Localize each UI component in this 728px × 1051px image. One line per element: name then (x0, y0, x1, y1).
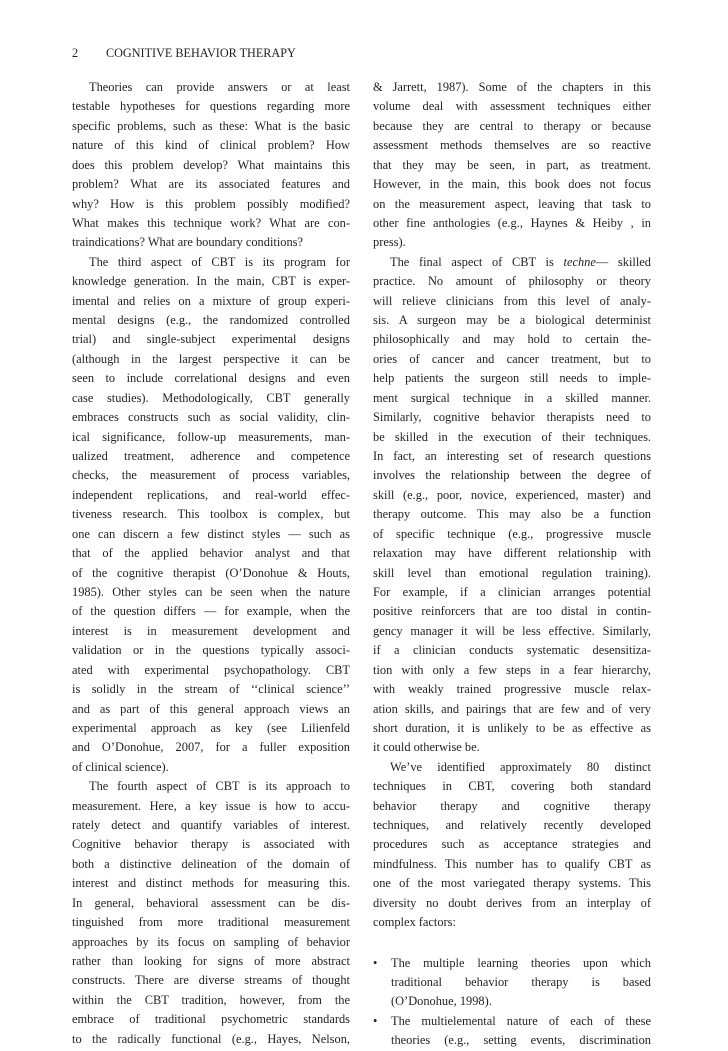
text-line: In general, behavioral assessment can be dis- (72, 895, 350, 910)
text-line: mindfulness. This number has to qualify CBT as (373, 856, 651, 871)
text-line (373, 253, 651, 272)
text-line: Cognitive behavior therapy is associated with (72, 837, 350, 852)
page-number: 2 (72, 46, 79, 60)
text-line: rately detect and quantify variables of interest. (72, 818, 350, 833)
text-line: diversity no doubt derives from an interplay of (373, 895, 651, 910)
text-line: on the measurement aspect, leaving that task to (373, 196, 651, 211)
text-line: We’ve identified approximately 80 distinct (390, 759, 651, 774)
text-line: and as part of this general approach views an (72, 701, 350, 716)
text-line: and O’Donohue, 2007, for a fuller exposition (72, 740, 350, 755)
text-line: The fourth aspect of CBT is its approach to (89, 779, 350, 794)
bullet-item (373, 954, 651, 973)
text-line: of the cognitive therapist (O’Donohue & Houts, (72, 565, 350, 580)
text-line: be skilled in the execution of their techniques. (373, 429, 651, 444)
text-line: that of the applied behavior analyst and that (72, 546, 350, 561)
text-line: nature of this kind of clinical problem? How (72, 138, 350, 153)
bullet-icon: • (373, 955, 378, 970)
text-line: of clinical science). (72, 759, 169, 774)
running-header (72, 45, 662, 61)
right-column (373, 78, 651, 1051)
text-line: does this problem develop? What maintains this (72, 157, 350, 172)
text-line: 1985). Other styles can be seen when the nature (72, 584, 350, 599)
text-line: independent replications, and real-world effec- (72, 487, 350, 502)
text-line: therapy outcome. This may also be a function (373, 507, 651, 522)
text-line: imental and relies on a mixture of group experi- (72, 293, 350, 308)
text-line: of the question differs — for example, when the (72, 604, 350, 619)
text-line: involves the relationship between the degree of (373, 468, 651, 483)
text-line: is solidly in the stream of ‘‘clinical science’’ (72, 682, 350, 697)
emphasis-techne: techne (563, 254, 596, 269)
text-line: tiveness research. This toolbox is complex, but (72, 507, 350, 522)
text-line: assessment methods themselves are so reactive (373, 138, 651, 153)
text-line: For example, if a clinician arranges potential (373, 584, 651, 599)
text-line: mental designs (e.g., the randomized controlled (72, 313, 350, 328)
text-line: tinguished from more traditional measurement (72, 915, 350, 930)
text-segment: — skilled (595, 254, 651, 269)
text-line: complex factors: (373, 915, 456, 930)
text-line: why? How is this problem possibly modified? (72, 196, 350, 211)
text-line: sis. A surgeon may be a biological determinist (373, 313, 651, 328)
text-line: What makes this technique work? What are con- (72, 215, 350, 230)
text-line: case studies). Methodologically, CBT generally (72, 390, 350, 405)
text-line: volume deal with assessment techniques either (373, 99, 651, 114)
text-line: specific problems, such as these: What is the basic (72, 118, 350, 133)
text-line: problem? What are its associated features and (72, 177, 350, 192)
text-line: seen to include correlational designs and even (72, 371, 350, 386)
text-line: both a distinctive delineation of the domain of (72, 856, 350, 871)
text-line: constructs. There are diverse streams of thought (72, 973, 350, 988)
text-line: gency manager it will be less effective. Similarly, (373, 623, 651, 638)
text-segment: The final aspect of CBT is (390, 254, 554, 269)
text-line: other fine anthologies (e.g., Haynes & Heiby , in (373, 215, 651, 230)
text-line: validation or in the questions typically associ- (72, 643, 350, 658)
text-line: interest is in measurement development and (72, 623, 350, 638)
text-line: procedures such as acceptance strategies and (373, 837, 651, 852)
text-line: In fact, an interesting set of research questions (373, 449, 651, 464)
text-line: will relieve clinicians from this level of analy- (373, 293, 651, 308)
text-line: ical significance, follow-up measurements, man- (72, 429, 350, 444)
text-segment: The multiple learning theories upon which (391, 955, 651, 970)
text-line: Similarly, cognitive behavior therapists need to (373, 410, 651, 425)
text-line: interest and distinct methods for measuring this. (72, 876, 350, 891)
text-line: However, in the main, this book does not focus (373, 177, 651, 192)
text-line: rather than looking for signs of more abstract (72, 953, 350, 968)
text-line: trial) and single-subject experimental designs (72, 332, 350, 347)
text-line: Theories can provide answers or at least (89, 80, 350, 94)
text-line: that they may be seen, in part, as treatment. (373, 157, 651, 172)
text-line: traditional behavior therapy is based (391, 974, 651, 989)
text-line: short duration, it is unlikely to be as effective as (373, 720, 651, 735)
text-line: testable hypotheses for questions regarding more (72, 99, 350, 114)
text-line: techniques in CBT, covering both standard (373, 779, 651, 794)
text-line: with weakly trained progressive muscle relax- (373, 682, 651, 697)
text-line: ation skills, and pairings that are few and of very (373, 701, 651, 716)
text-line: if a clinician conducts systematic desensitiza- (373, 643, 651, 658)
text-line: ment surgical technique in a skilled manner. (373, 390, 651, 405)
text-line: positive reinforcers that are too distal in contin- (373, 604, 651, 619)
text-line: measurement. Here, a key issue is how to accu- (72, 798, 350, 813)
bullet-item (373, 1012, 651, 1031)
text-line: checks, the measurement of process variables, (72, 468, 350, 483)
text-line: embrace of traditional psychometric standards (72, 1012, 350, 1027)
running-title: COGNITIVE BEHAVIOR THERAPY (106, 46, 296, 60)
text-line: skill level than emotional regulation training). (373, 565, 651, 580)
text-line: one of the most variegated therapy systems. This (373, 876, 651, 891)
text-line: one can discern a few distinct styles — such as (72, 526, 350, 541)
text-line: of specific technique (e.g., progressive muscle (373, 526, 651, 541)
text-line: experimental approach as key (see Lilienfeld (72, 720, 350, 735)
text-line: ualized treatment, adherence and competence (72, 449, 350, 464)
text-line: & Jarrett, 1987). Some of the chapters in this (373, 80, 651, 94)
bullet-icon: • (373, 1013, 378, 1028)
text-line: theories (e.g., setting events, discrimination (391, 1033, 651, 1048)
text-line: The third aspect of CBT is its program for (89, 254, 350, 269)
text-line: approaches by its focus on sampling of behavior (72, 934, 350, 949)
text-line: ories of cancer and cancer treatment, but to (373, 351, 651, 366)
text-line: philosophically and may hold to certain the- (373, 332, 651, 347)
text-line: practice. No amount of philosophy or theory (373, 274, 651, 289)
text-line: behavior therapy and cognitive therapy (373, 798, 651, 813)
text-line: help patients the surgeon still needs to imple- (373, 371, 651, 386)
text-line: knowledge generation. In the main, CBT is exper- (72, 274, 350, 289)
text-line: traindications? What are boundary conditions? (72, 235, 303, 250)
text-line: techniques, and relatively recently developed (373, 818, 651, 833)
text-line: ated with experimental psychopathology. CBT (72, 662, 350, 677)
text-line: tion with only a few steps in a fear hierarchy, (373, 662, 651, 677)
text-line: within the CBT tradition, however, from the (72, 992, 350, 1007)
text-line: relaxation may have different relationship with (373, 546, 651, 561)
text-line: to the radically functional (e.g., Hayes, Nelson, (72, 1031, 350, 1046)
text-line: because they are central to therapy or because (373, 118, 651, 133)
text-line: skill (e.g., poor, novice, experienced, master) and (373, 487, 651, 502)
text-segment: The multielemental nature of each of these (391, 1013, 651, 1028)
left-column (72, 78, 350, 1049)
spacer (373, 933, 651, 954)
text-line: embraces constructs such as social validity, clin- (72, 410, 350, 425)
text-line: it could otherwise be. (373, 740, 480, 755)
text-line: (although in the largest perspective it can be (72, 351, 350, 366)
text-line: press). (373, 235, 406, 250)
text-line: (O’Donohue, 1998). (391, 994, 492, 1009)
